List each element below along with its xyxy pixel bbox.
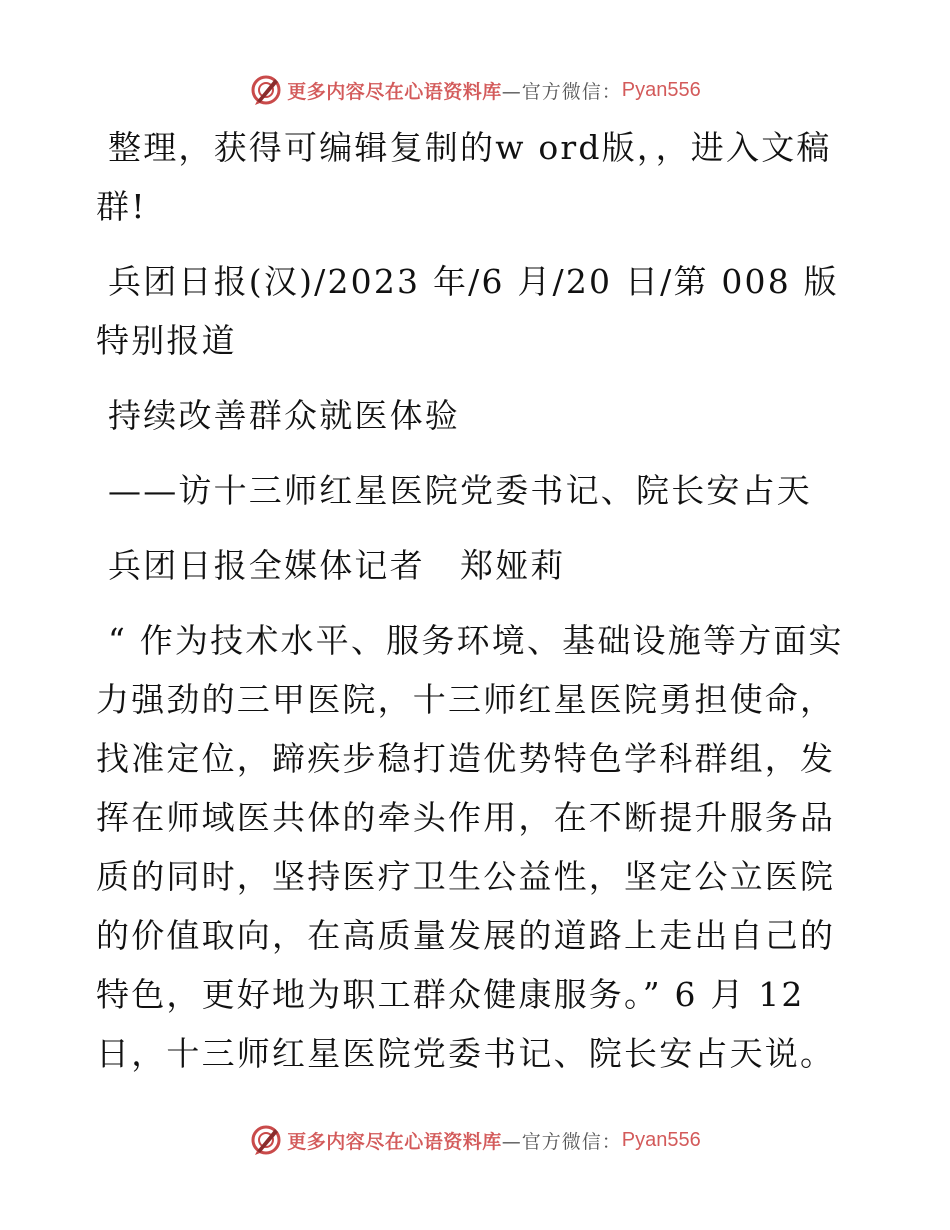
promo-text: 更多内容尽在心语资料库	[287, 80, 502, 103]
wechat-id: Pyan556	[621, 1128, 701, 1151]
article-title: 持续改善群众就医体验	[108, 396, 460, 435]
footer-watermark-banner	[0, 1120, 950, 1160]
quill-pen-logo-icon	[249, 73, 283, 107]
promo-text: 更多内容尽在心语资料库	[287, 1130, 502, 1153]
body-paragraph: “ 作为技术水平、服务环境、基础设施等方面实力强劲的三甲医院，十三师红星医院勇担使命，找准定位，蹄疾步稳打造优势特色学科群组，发挥在师域医共体的牵头作用，在不断提升服务品质的同时，坚持医疗卫生公益性，坚定公立医院的价值取向，在高质量发展的道路上走出自己的特色，更好地为职工群众健康服务。” 6 月 12 日，十三师红星医院党委书记、院长安占天说。	[96, 621, 844, 1073]
byline: 兵团日报全媒体记者 郑娅莉	[108, 546, 566, 585]
official-wechat-label: —官方微信：	[501, 80, 622, 103]
wechat-id: Pyan556	[621, 78, 701, 101]
header-watermark-banner	[0, 70, 950, 110]
official-wechat-label: —官方微信：	[501, 1130, 622, 1153]
document-body	[96, 118, 856, 1083]
source-line: 兵团日报(汉)/2023 年/6 月/20 日/第 008 版特别报道	[96, 262, 839, 360]
quill-pen-logo-icon	[249, 1123, 283, 1157]
intro-line: 整理，获得可编辑复制的w ord版，，进入文稿群!	[96, 128, 832, 226]
article-subtitle: ——访十三师红星医院党委书记、院长安占天	[108, 471, 812, 510]
